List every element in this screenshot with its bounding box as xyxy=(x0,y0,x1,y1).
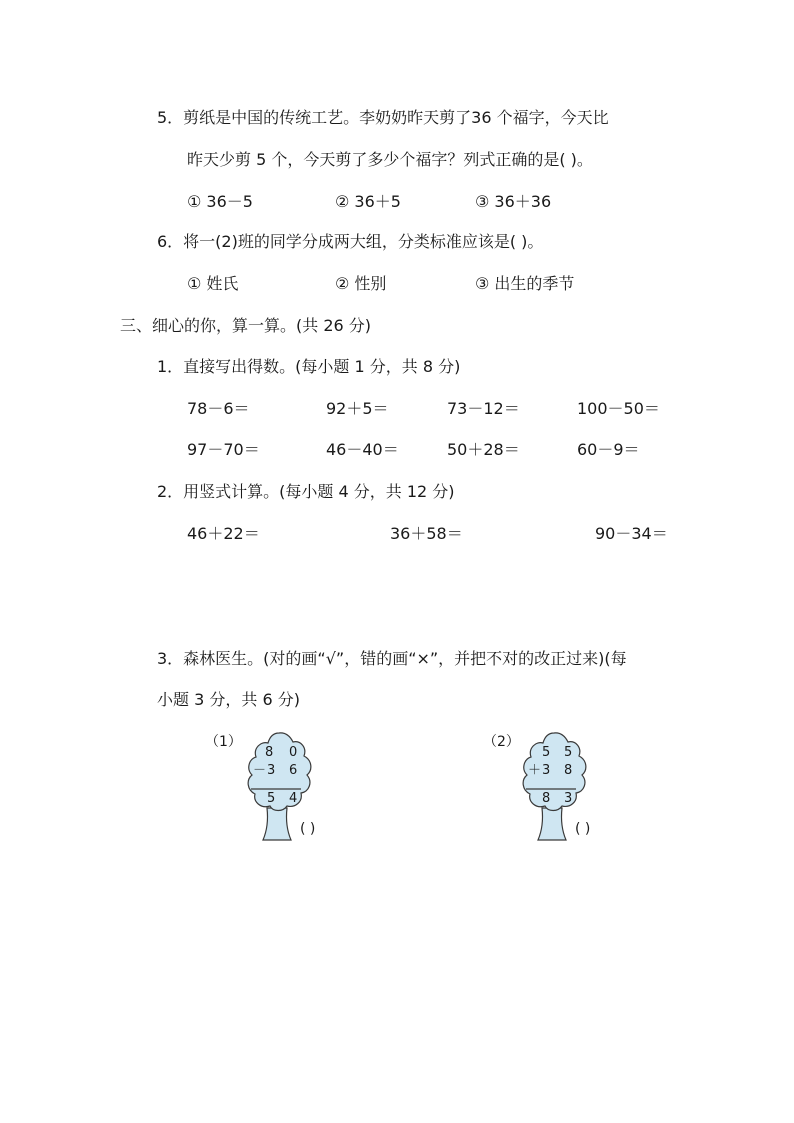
tree-2-r1-d2: 5 xyxy=(564,745,573,760)
p1-r1-c2: 92＋5＝ xyxy=(326,399,389,418)
p3-line1: 3．森林医生。(对的画“√”，错的画“×”，并把不对的改正过来)(每 xyxy=(157,649,627,668)
p1-r2-c4: 60－9＝ xyxy=(577,440,640,459)
p2-item-3: 90－34＝ xyxy=(595,524,668,543)
tree-1-answer-box[interactable]: ( ) xyxy=(300,821,316,837)
tree-1-r1-d2: 0 xyxy=(289,745,298,760)
p1-title: 1．直接写出得数。(每小题 1 分，共 8 分) xyxy=(157,357,461,376)
p3-line2: 小题 3 分，共 6 分) xyxy=(157,690,300,709)
tree-2-answer-box[interactable]: ( ) xyxy=(575,821,591,837)
q5-option-1: ① 36－5 xyxy=(187,192,253,211)
p2-item-1: 46＋22＝ xyxy=(187,524,260,543)
tree-1-r3-d2: 4 xyxy=(289,791,298,806)
tree-2-label: （2） xyxy=(483,734,520,750)
p1-r2-c2: 46－40＝ xyxy=(326,440,399,459)
tree-2-r3-d2: 3 xyxy=(564,791,573,806)
tree-1-r2-d2: 6 xyxy=(289,763,298,778)
section3-title: 三、细心的你，算一算。(共 26 分) xyxy=(120,316,372,335)
q5-option-3: ③ 36＋36 xyxy=(475,192,552,211)
p1-r2-c3: 50＋28＝ xyxy=(447,440,520,459)
q6-option-2: ② 性别 xyxy=(335,274,387,293)
tree-2-operator: ＋ xyxy=(528,763,542,778)
q6-line1: 6．将一(2)班的同学分成两大组，分类标准应该是( )。 xyxy=(157,232,544,251)
tree-2-r2-d1: 3 xyxy=(542,763,551,778)
p2-item-2: 36＋58＝ xyxy=(390,524,463,543)
tree-2-r3-d1: 8 xyxy=(542,791,551,806)
q5-option-2: ② 36＋5 xyxy=(335,192,401,211)
q5-line2: 昨天少剪 5 个，今天剪了多少个福字？列式正确的是( )。 xyxy=(187,150,593,169)
tree-1-label: （1） xyxy=(205,734,242,750)
tree-1-r2-d1: 3 xyxy=(267,763,276,778)
tree-2-r1-d1: 5 xyxy=(542,745,551,760)
tree-1-operator: － xyxy=(253,763,267,778)
p1-r1-c4: 100－50＝ xyxy=(577,399,660,418)
q6-option-1: ① 姓氏 xyxy=(187,274,239,293)
q5-line1: 5．剪纸是中国的传统工艺。李奶奶昨天剪了36 个福字，今天比 xyxy=(157,108,609,127)
tree-2-r2-d2: 8 xyxy=(564,763,573,778)
p1-r1-c1: 78－6＝ xyxy=(187,399,250,418)
tree-1-r1-d1: 8 xyxy=(265,745,274,760)
q6-option-3: ③ 出生的季节 xyxy=(475,274,575,293)
p1-r1-c3: 73－12＝ xyxy=(447,399,520,418)
tree-1-r3-d1: 5 xyxy=(267,791,276,806)
p2-title: 2．用竖式计算。(每小题 4 分，共 12 分) xyxy=(157,482,455,501)
p1-r2-c1: 97－70＝ xyxy=(187,440,260,459)
